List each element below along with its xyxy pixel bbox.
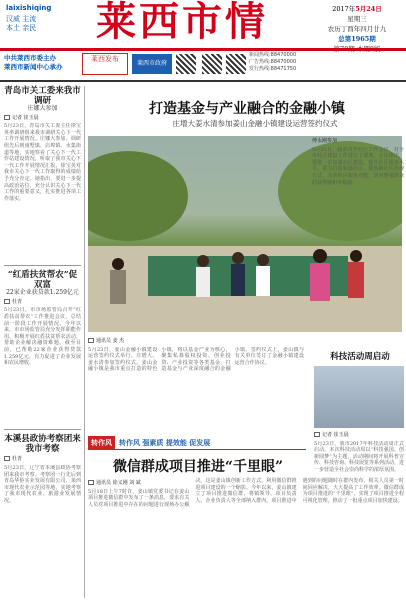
feature-byline (88, 480, 189, 487)
science-photo (314, 366, 404, 428)
contact-line: 发行热线:88471750 (249, 66, 297, 72)
newspaper-title: 莱西市情 (96, 0, 268, 45)
weekday: 星期三 (347, 15, 367, 23)
feature-article (88, 478, 404, 598)
qr-code-icon-2 (202, 54, 222, 74)
story1-body: 5月23日，青岛市关工委主任徐宝英率调研组来我市调研关心下一代工作开展情况。庄娜大参加。调研组先后到南墅镇、店埠镇、水集街道等地，实地察看了关心下一代工作站建设情况，听取了我市关心下一代工作开展情况汇报。徐宝英对我市关心下一代工作取得的成绩给予充分肯定。她指出，要进一步提高政治站位，充分认识关心下一代工作的重要意义，扎实推进各项工作落实。 (4, 123, 81, 202)
feature-headline: 微信群成项目推进“千里眼” (112, 459, 284, 475)
reporter-icon (88, 480, 94, 485)
issue-date (312, 4, 402, 14)
main-byline-text: 通讯员 姜 杰 (96, 338, 125, 344)
contact-info (249, 52, 399, 73)
lunar-date: 农历丁酉年四月廿九 (327, 25, 387, 33)
story1-sub: 庄娜大参加 (27, 105, 58, 112)
reporter-icon (88, 338, 94, 343)
right-story (312, 136, 404, 332)
science-byline-text: 记者 崔玉晨 (322, 432, 349, 438)
publisher-line-1: 中共莱西市委主办 (4, 54, 56, 62)
column-divider (84, 86, 85, 598)
feature-byline-text: 通讯员 徐义刚 刘 斌 (96, 480, 141, 486)
story3-byline-text: 杜青 (12, 456, 23, 463)
right-story-headline: 傅永刚参加 (312, 138, 338, 144)
main-subheadline: 庄增大姜水清参加姜山金融小镇建设运营签约仪式 (172, 119, 338, 128)
section-rule (0, 80, 406, 82)
science-byline (314, 432, 404, 439)
total-issue: 总第1965期 (338, 35, 376, 43)
story1-byline-text: 记者 崔玉晨 (12, 114, 39, 121)
science-headline: 科技活动周启动 (330, 352, 390, 362)
masthead-right (312, 4, 402, 54)
date-highlight: 5月24日 (355, 5, 382, 13)
publisher-line-2: 莱西市新闻中心承办 (4, 63, 63, 71)
reporter-icon (4, 456, 10, 461)
feature-bar-text: 转作风 强素质 提效能 促发展 (119, 438, 211, 447)
story1-byline (4, 115, 81, 122)
story3-byline (4, 456, 81, 463)
date-prefix: 2017年 (332, 5, 356, 13)
story3-headline: 本溪县政协考察团来我市考察 (4, 434, 81, 455)
story2-body: 5月23日，市市场监管局召开“红盾扶贫帮农”工作推进会议，总结前一阶段工作开展情况。今年以来，市市场监管局充分发挥职能作用，积极开展红盾扶贫帮农活动，帮助企业解决融资难题。截至目前，已帮助22家企业获得贷款1.259亿元，有力促进了企业发展和农民增收。 (4, 307, 81, 367)
divider (4, 429, 81, 430)
masthead-red-rule (0, 48, 406, 51)
story2-byline (4, 299, 81, 306)
feature-bar (88, 436, 306, 450)
story2-sub: 22家企业获贷款1.259亿元 (6, 289, 79, 297)
story3-body: 5月23日，辽宁省本溪县政协考察团来我市考察。考察团一行先后到青岛华侨实业发展有限公司、莱西市现代农业示范园等地，实地考察了我市现代农业、旅游业发展情况。 (4, 464, 81, 504)
story2-byline-text: 杜青 (12, 298, 23, 305)
publisher-info (4, 54, 74, 72)
qr-code-icon (176, 54, 196, 74)
site-name: laixishiqing (6, 4, 52, 12)
info-bar (4, 52, 402, 78)
story1-headline: 青岛市关工委来我市调研 (4, 86, 81, 106)
main-byline (88, 338, 304, 345)
masthead-left (6, 4, 76, 44)
reporter-icon (4, 115, 10, 120)
slogan (6, 15, 76, 33)
slogan-line-1: 汉威 主流 (6, 15, 37, 23)
wechat-logo: 莱西发布 (82, 53, 128, 75)
main-headline: 打造基金与产业融合的金融小镇 (149, 101, 345, 117)
reporter-icon (314, 432, 320, 437)
qr-code-icon-3 (226, 54, 246, 74)
contact-line: 广告热线:88470000 (249, 59, 297, 65)
science-body: 5月23日，我市2017年科技活动周正式启动。本次科技活动周以“科技强国、创新圆梦”为主题，活动期间将开展科普宣传、科技咨询、科技展览等系列活动，进一步营造全社会崇尚科学的浓厚氛围。 (314, 440, 404, 473)
main-article (88, 336, 304, 430)
reporter-icon (4, 299, 10, 304)
left-column (4, 86, 81, 600)
main-body: 5月23日，姜山金融小镇建设运营签约仪式举行。庄增大、姜水清参加签约仪式。姜山金融小镇是我市重点打造的特色小镇，将以基金产业为核心，聚集私募股权投资、创业投资、产业投资等各类基金，打造基金与产业深度融合的金融小镇。签约仪式上，姜山镇与有关单位签订了金融小镇建设运营合作协议。 (88, 346, 304, 373)
gov-tag: 莱西市政府 (132, 54, 172, 74)
feature-body: 5月18日上午7时许，姜山镇党委书记在姜山项目推进微信群中发布了一条消息，要求有关人员对项目推进中存在的问题进行现场办公解决。这是姜山镇创新工作方式，利用微信群推进项目建设的一个缩影。今年以来，姜山镇建立了项目推进微信群，将镇领导、项目负责人、企业负责人等全部纳入群内，项目推进中遇到的问题随时在群内发布，相关人员第一时间回应解决，大大提高了工作效率。微信群成为项目推进的“千里眼”，实现了项目推进全程可视化管理，推动了一批重点项目加快建设。 (88, 478, 404, 508)
story2-headline: “红盾扶贫帮农”促双富 (7, 270, 78, 291)
feature-label: 转作风 (88, 436, 115, 449)
divider (4, 265, 81, 266)
contact-line: 新闻热线:88470000 (249, 52, 297, 58)
right-story-body: 5月23日，我市召开社区工作会议，对全市社区建设工作进行了部署。会议指出，要进一步加强社区建设，提升社区服务水平，着力打造和谐社区。要创新社区治理方式，完善社区服务功能，切实增强群众的获得感和幸福感。 (312, 146, 404, 186)
slogan-line-2: 本土 亲民 (6, 24, 37, 32)
